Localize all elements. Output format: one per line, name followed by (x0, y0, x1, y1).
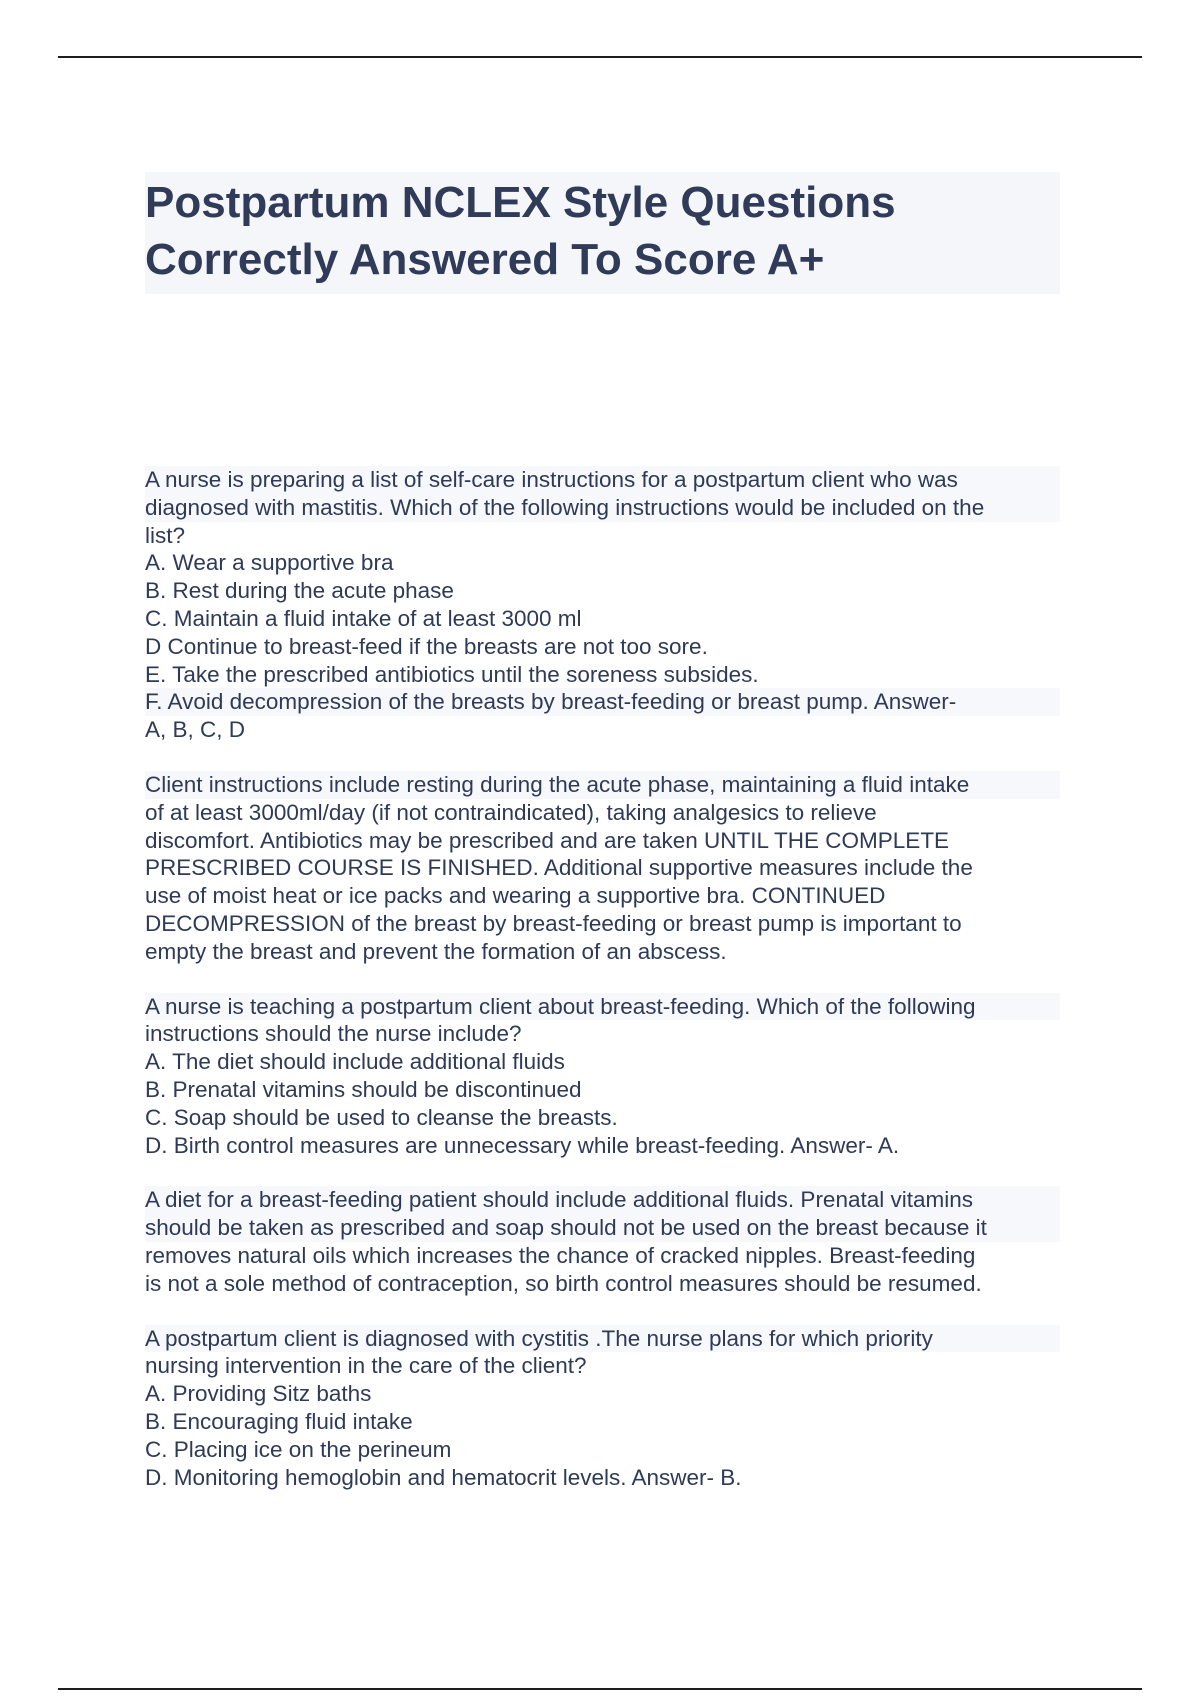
text-line: removes natural oils which increases the chance of cracked nipples. Breast-feeding (145, 1242, 976, 1268)
text-line: diagnosed with mastitis. Which of the following instructions would be included on the (145, 494, 1060, 522)
option-b: B. Prenatal vitamins should be discontinued (145, 1076, 582, 1102)
question-3 (145, 1325, 1060, 1492)
text-line: is not a sole method of contraception, so birth control measures should be resumed. (145, 1270, 982, 1296)
bottom-rule (58, 1688, 1142, 1690)
text-line: nursing intervention in the care of the client? (145, 1353, 587, 1379)
text-line: A nurse is preparing a list of self-care instructions for a postpartum client who was (145, 466, 1060, 494)
document-title (145, 172, 1060, 294)
option-d-answer: D. Birth control measures are unnecessary while breast-feeding. Answer- A. (145, 1132, 900, 1158)
text-line: DECOMPRESSION of the breast by breast-feeding or breast pump is important to (145, 910, 962, 936)
option-d-answer: D. Monitoring hemoglobin and hematocrit levels. Answer- B. (145, 1464, 742, 1490)
title-line-1: Postpartum NCLEX Style Questions (145, 178, 896, 227)
rationale-1 (145, 771, 1060, 966)
option-e: E. Take the prescribed antibiotics until the soreness subsides. (145, 661, 759, 687)
document-body (145, 466, 1060, 1491)
option-c: C. Soap should be used to cleanse the breasts. (145, 1104, 618, 1130)
text-line: use of moist heat or ice packs and wearing a supportive bra. CONTINUED (145, 883, 886, 909)
option-a: A. Providing Sitz baths (145, 1381, 372, 1407)
option-c: C. Placing ice on the perineum (145, 1436, 452, 1462)
text-line: should be taken as prescribed and soap should not be used on the breast because it (145, 1214, 1060, 1242)
text-line: list? (145, 522, 186, 548)
text-line: Client instructions include resting during the acute phase, maintaining a fluid intake (145, 771, 1060, 799)
text-line: A diet for a breast-feeding patient should include additional fluids. Prenatal vitamins (145, 1186, 1060, 1214)
text-line: instructions should the nurse include? (145, 1021, 522, 1047)
text-line: empty the breast and prevent the formation of an abscess. (145, 938, 727, 964)
option-a: A. Wear a supportive bra (145, 550, 394, 576)
text-line: PRESCRIBED COURSE IS FINISHED. Additional supportive measures include the (145, 855, 973, 881)
option-a: A. The diet should include additional fluids (145, 1049, 565, 1075)
option-f: F. Avoid decompression of the breasts by breast-feeding or breast pump. Answer- (145, 688, 1060, 716)
question-1 (145, 466, 1060, 744)
title-line-2: Correctly Answered To Score A+ (145, 235, 825, 284)
option-c: C. Maintain a fluid intake of at least 3000 ml (145, 605, 582, 631)
text-line: discomfort. Antibiotics may be prescribed and are taken UNTIL THE COMPLETE (145, 827, 950, 853)
document-content (145, 172, 1060, 1518)
question-2 (145, 993, 1060, 1160)
rationale-2 (145, 1186, 1060, 1297)
option-b: B. Rest during the acute phase (145, 578, 454, 604)
top-rule (58, 56, 1142, 58)
text-line: of at least 3000ml/day (if not contraindicated), taking analgesics to relieve (145, 799, 877, 825)
text-line: A postpartum client is diagnosed with cystitis .The nurse plans for which priority (145, 1325, 1060, 1353)
option-b: B. Encouraging fluid intake (145, 1408, 413, 1434)
answer-text: A, B, C, D (145, 717, 246, 743)
text-line: A nurse is teaching a postpartum client about breast-feeding. Which of the following (145, 993, 1060, 1021)
option-d: D Continue to breast-feed if the breasts are not too sore. (145, 633, 708, 659)
